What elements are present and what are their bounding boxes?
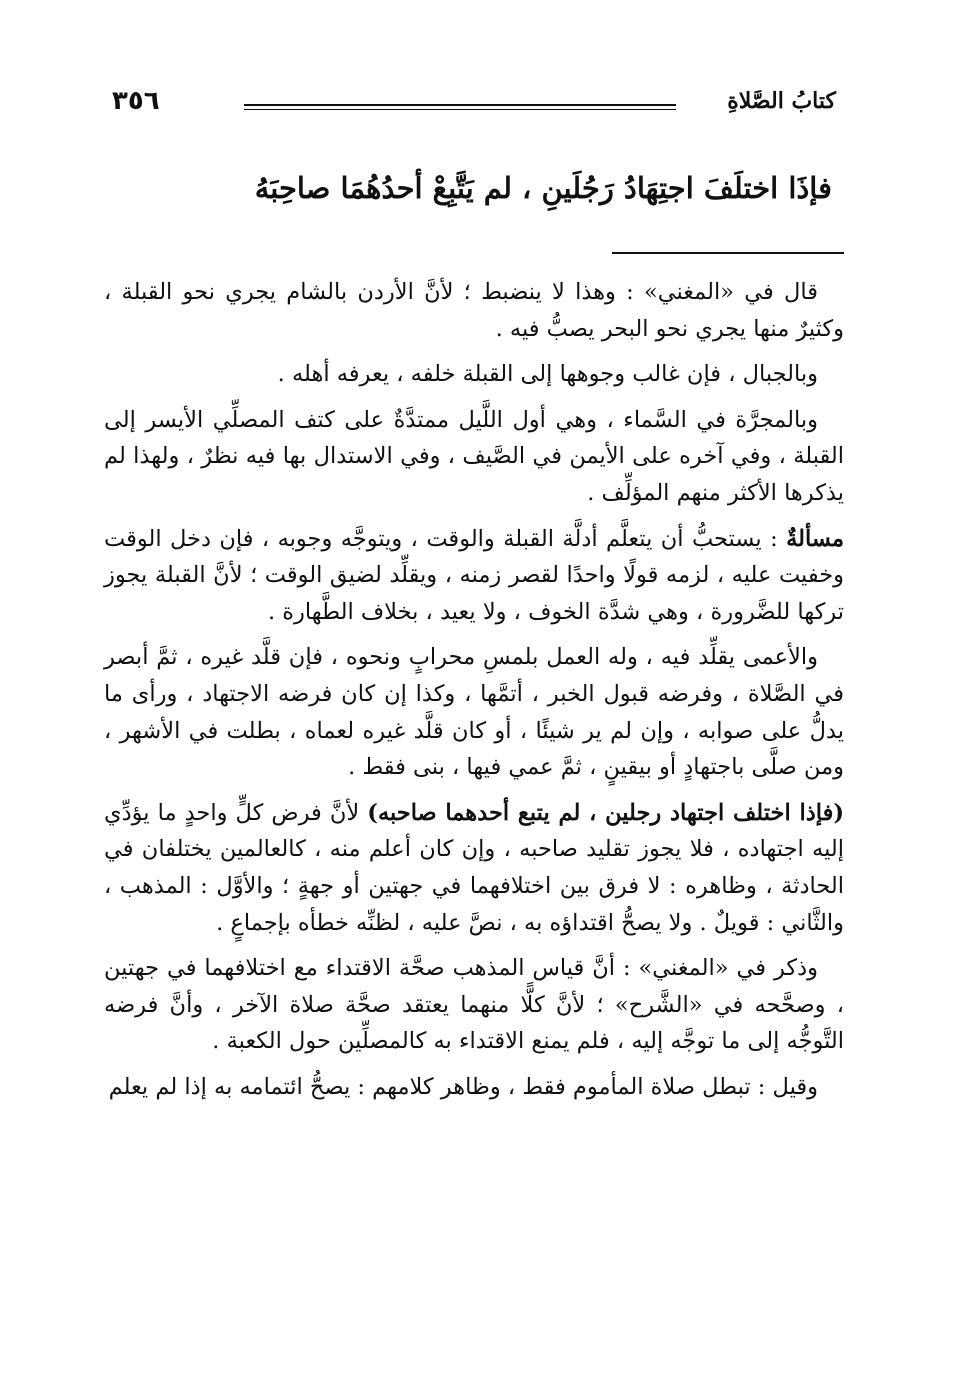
masala-label: مسألةٌ xyxy=(786,525,844,552)
paragraph: والأعمى يقلِّد فيه ، وله العمل بلمسِ محرابٍ ونحوه ، فإن قلَّد غيره ، ثمَّ أبصر في الصَّلاة ، وفرضه قبول الخبر ، أتمَّها ، وكذا إن كان فرضه الاجتهاد ، ورأى ما يدلُّ على صوابه ، وإن لم ير شيئًا ، أو كان قلَّد غيره لعماه ، بطلت في الأشهر ، ومن صلَّى باجتهادٍ أو بيقينٍ ، ثمَّ عمي فيها ، بنى فقط . xyxy=(104,644,844,781)
matn-heading: فإذَا اختلَفَ اجتِهَادُ رَجُلَينِ ، لم يَتَّبِعْ أحدُهُمَا صاحِبَهُ xyxy=(254,171,832,205)
matn-separator-rule xyxy=(612,252,844,254)
commentary-body xyxy=(104,274,844,1295)
paragraph: وذكر في «المغني» : أنَّ قياس المذهب صحَّة الاقتداء مع اختلافهما في جهتين ، وصحَّحه في «الشَّرح» ؛ لأنَّ كلًّا منهما يعتقد صحَّة صلاة الآخر ، وأنَّ فرضه التَّوجُّه إلى ما توجَّه إليه ، فلم يمنع الاقتداء به كالمصلِّين حول الكعبة . xyxy=(104,955,844,1055)
paragraph: قال في «المغني» : وهذا لا ينضبط ؛ لأنَّ الأردن بالشام يجري نحو القبلة ، وكثيرٌ منها يجري نحو البحر يصبُّ فيه . xyxy=(104,279,844,342)
quoted-matn-paragraph: (فإذا اختلف اجتهاد رجلين ، لم يتبع أحدهما صاحبه) لأنَّ فرض كلٍّ واحدٍ ما يؤدِّي إليه اجتهاده ، فلا يجوز تقليد صاحبه ، وإن كان أعلم منه ، كالعالمين يختلفان في الحادثة ، وظاهره : لا فرق بين اختلافهما في جهتين أو جهةٍ ؛ والأوَّل : المذهب ، والثَّاني : قويلٌ . ولا يصحُّ اقتداؤه به ، نصَّ عليه ، لظنِّه خطأه بإجماعٍ . xyxy=(104,799,844,936)
paragraph: وبالجبال ، فإن غالب وجوهها إلى القبلة خلفه ، يعرفه أهله . xyxy=(277,361,818,388)
quoted-matn: (فإذا اختلف اجتهاد رجلين ، لم يتبع أحدهما صاحبه) xyxy=(367,799,844,826)
page-number: ٣٥٦ xyxy=(112,86,160,116)
page-header xyxy=(112,84,836,124)
paragraph: وبالمجرَّة في السَّماء ، وهي أول اللَّيل ممتدَّةٌ على كتف المصلِّي الأيسر إلى القبلة ، وفي آخره على الأيمن في الصَّيف ، وفي الاستدال بها فيه نظرٌ ، ولهذا لم يذكرها الأكثر منهم المؤلِّف . xyxy=(104,406,844,506)
header-rule xyxy=(244,104,676,110)
running-title: كتابُ الصَّلاةِ xyxy=(727,88,836,114)
masala-paragraph: مسألةٌ : يستحبُّ أن يتعلَّم أدلَّة القبلة والوقت ، ويتوجَّه وجوبه ، فإن دخل الوقت وخفيت عليه ، لزمه قولًا واحدًا لقصر زمنه ، ويقلِّد لضيق الوقت ؛ لأنَّ القبلة يجوز تركها للضَّرورة ، وهي شدَّة الخوف ، ولا يعيد ، بخلاف الطَّهارة . xyxy=(104,525,844,625)
paragraph: وقيل : تبطل صلاة المأموم فقط ، وظاهر كلامهم : يصحُّ ائتمامه به إذا لم يعلم xyxy=(108,1073,818,1100)
